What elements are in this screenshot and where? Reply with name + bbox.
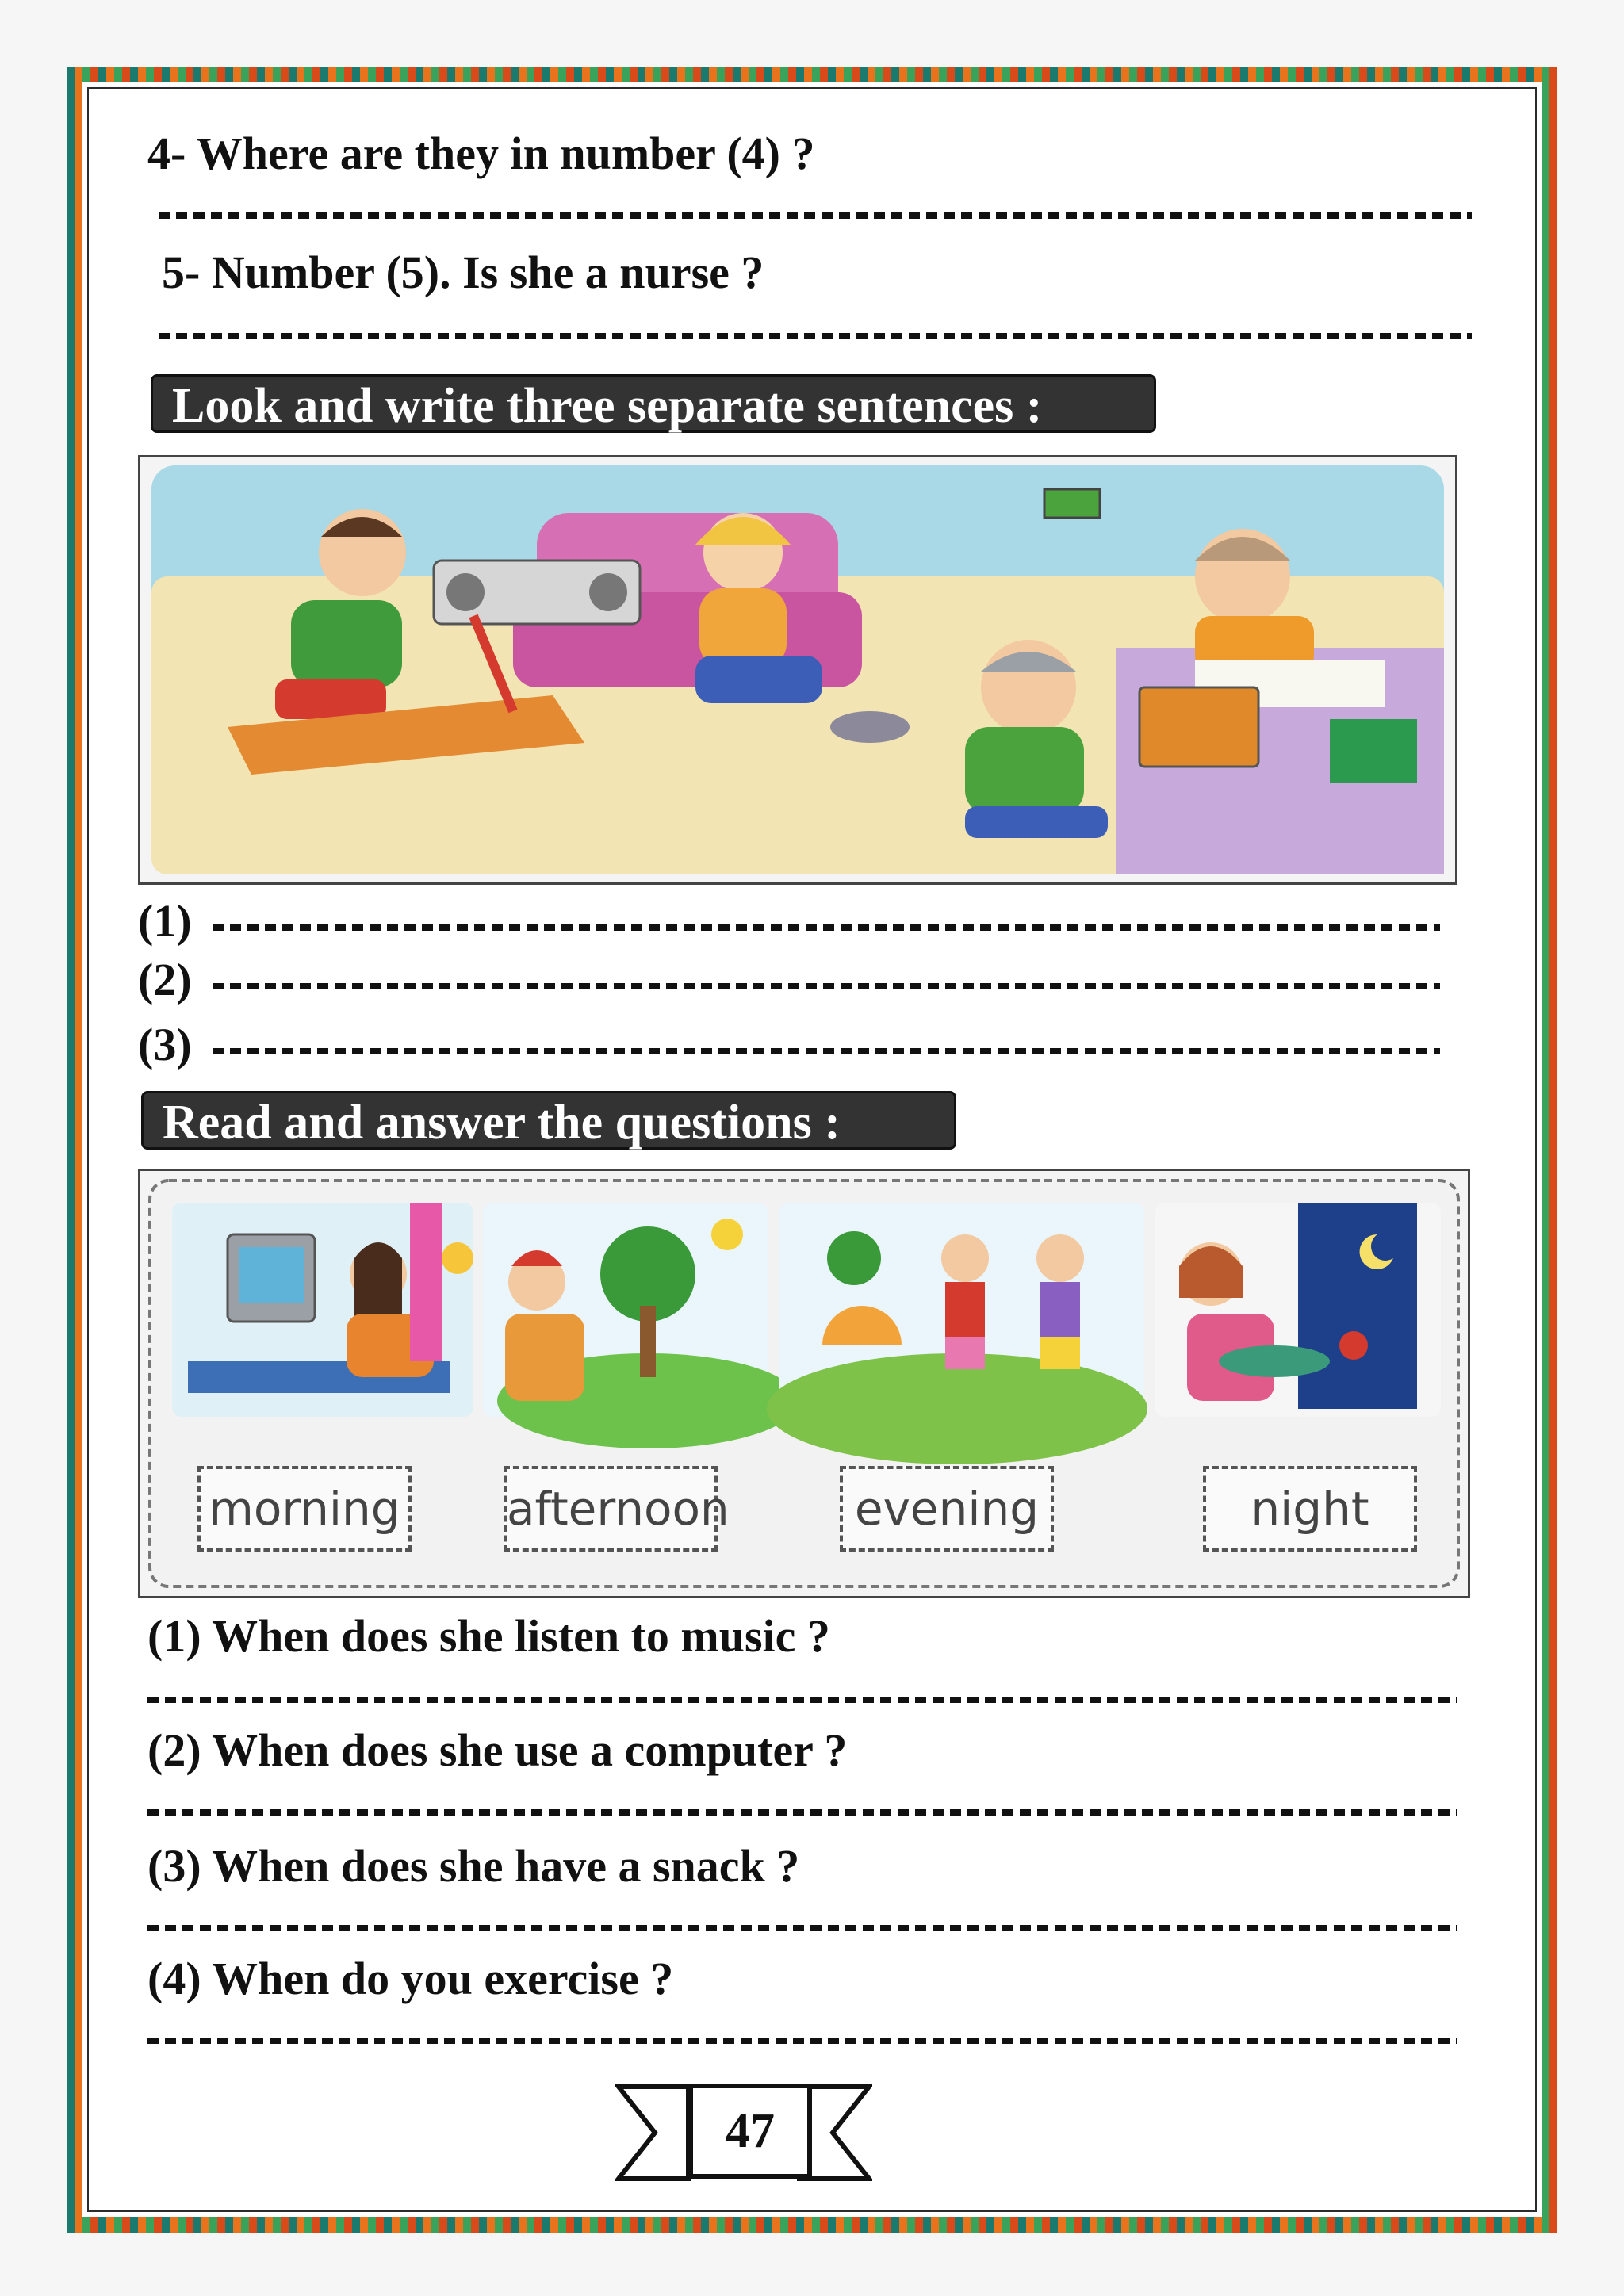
answer-line-r4[interactable] — [147, 2038, 1457, 2044]
answer-line-r3[interactable] — [147, 1925, 1457, 1931]
section-heading-read-and-answer: Read and answer the questions : — [141, 1091, 956, 1150]
section-heading-look-and-write: Look and write three separate sentences : — [151, 374, 1156, 433]
writing-line-1[interactable] — [213, 924, 1440, 931]
reading-question-2: (2) When does she use a computer ? — [147, 1724, 848, 1776]
label-night: night — [1203, 1466, 1417, 1552]
label-afternoon: afternoon — [504, 1466, 718, 1552]
answer-line-r2[interactable] — [147, 1809, 1457, 1816]
living-room-illustration — [140, 457, 1455, 882]
answer-line-r1[interactable] — [147, 1697, 1457, 1703]
line-label-3: (3) — [138, 1019, 192, 1070]
times-of-day-picture — [138, 1169, 1470, 1598]
writing-line-3[interactable] — [213, 1048, 1440, 1054]
question-4: 4- Where are they in number (4) ? — [147, 128, 815, 179]
question-5: 5- Number (5). Is she a nurse ? — [162, 247, 764, 298]
answer-line-q5[interactable] — [159, 333, 1472, 339]
label-morning: morning — [197, 1466, 412, 1552]
reading-question-1: (1) When does she listen to music ? — [147, 1610, 830, 1662]
reading-question-4: (4) When do you exercise ? — [147, 1953, 674, 2004]
answer-line-q4[interactable] — [159, 212, 1472, 219]
page-number: 47 — [688, 2084, 812, 2179]
line-label-2: (2) — [138, 954, 192, 1005]
living-room-picture — [138, 455, 1457, 885]
label-evening: evening — [840, 1466, 1054, 1552]
line-label-1: (1) — [138, 895, 192, 947]
writing-line-2[interactable] — [213, 983, 1440, 989]
reading-question-3: (3) When does she have a snack ? — [147, 1840, 800, 1892]
